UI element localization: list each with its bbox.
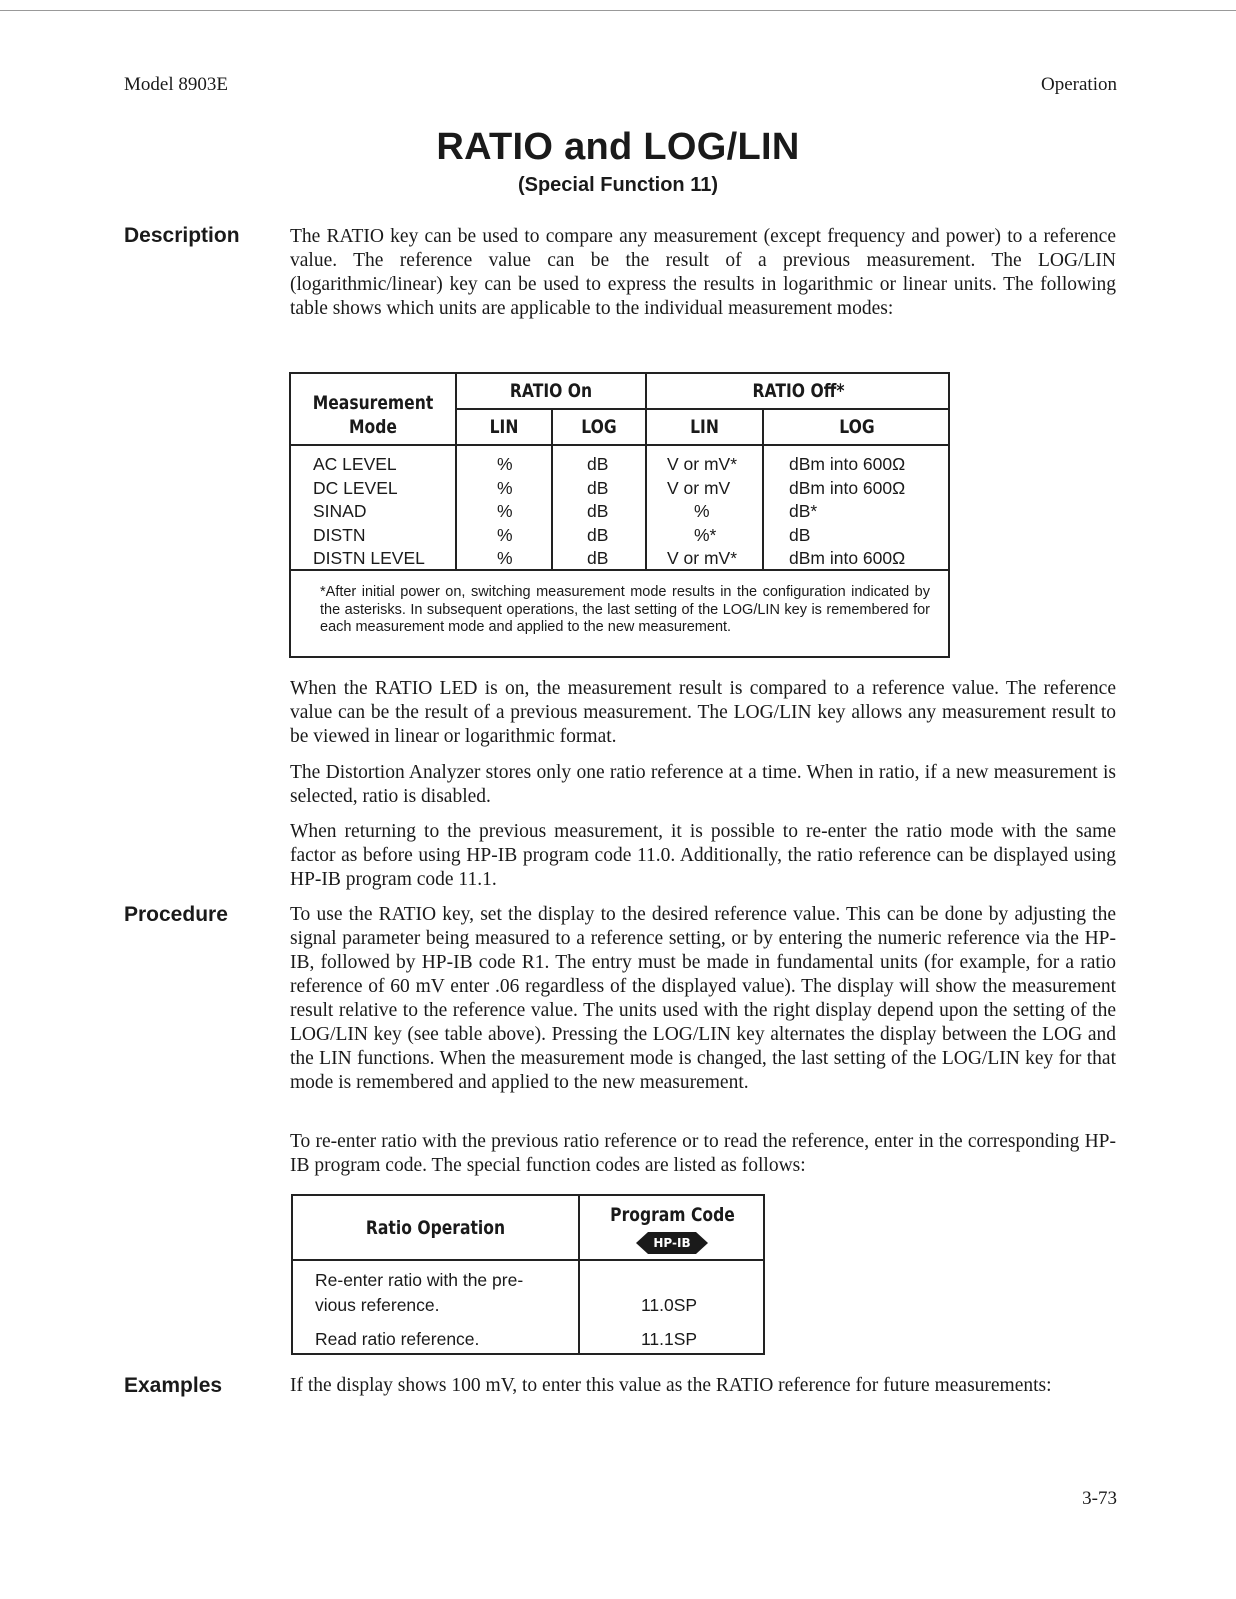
table-cell-off-lin: % xyxy=(694,501,710,521)
program-code-table xyxy=(291,1194,765,1355)
table-footnote: *After initial power on, switching measurement mode results in the configuration indicated by the asterisks. In subsequent operations, the last setting of the LOG/LIN key is remembered for each measurement mode and applied to the new measurement. xyxy=(320,584,930,635)
section-heading-examples: Examples xyxy=(124,1374,223,1397)
table-cell-on-log: dB xyxy=(587,525,609,545)
table-cell-on-lin: % xyxy=(497,501,513,521)
hpib-badge xyxy=(636,1232,708,1254)
table-rule xyxy=(762,408,764,569)
table-cell-on-log: dB xyxy=(587,548,609,568)
table-rule xyxy=(293,1259,765,1261)
table-rule xyxy=(645,374,647,569)
paragraph-examples: If the display shows 100 mV, to enter this value as the RATIO reference for future measurements: xyxy=(290,1375,1052,1396)
hpib-label: HP-IB xyxy=(653,1236,691,1250)
section-heading-description: Description xyxy=(124,224,240,247)
table-rule xyxy=(291,569,950,571)
table-cell-off-log: dBm into 600Ω xyxy=(789,478,906,498)
paragraph-ratio-reference: The Distortion Analyzer stores only one ratio reference at a time. When in ratio, if a new measurement is selected, ratio is disabled. xyxy=(290,762,1116,807)
table-cell-off-lin: %* xyxy=(694,525,717,545)
header-off-log: LOG xyxy=(839,416,875,438)
table-cell-mode: DC LEVEL xyxy=(313,478,398,498)
units-table xyxy=(289,372,950,658)
header-on-log: LOG xyxy=(581,416,617,438)
top-rule xyxy=(0,10,1236,11)
table-cell-mode: AC LEVEL xyxy=(313,454,397,474)
table-cell-off-log: dB* xyxy=(789,501,818,521)
header-off-lin: LIN xyxy=(690,416,719,438)
table-cell-mode: DISTN LEVEL xyxy=(313,548,425,568)
header-program-code: Program Code xyxy=(610,1204,735,1226)
header-ratio-off: RATIO Off* xyxy=(752,380,845,402)
table-cell-on-lin: % xyxy=(497,548,513,568)
paragraph-program-codes: To re-enter ratio with the previous ratio reference or to read the reference, enter in the corresponding HP-IB program code. The special function codes are listed as follows: xyxy=(290,1131,1116,1176)
table-cell-off-log: dBm into 600Ω xyxy=(789,454,906,474)
table-rule xyxy=(291,444,950,446)
page-title: RATIO and LOG/LIN xyxy=(436,126,800,168)
section-heading-procedure: Procedure xyxy=(124,903,228,926)
table-cell-mode: DISTN xyxy=(313,525,366,545)
paragraph-ratio-led: When the RATIO LED is on, the measurement result is compared to a reference value. The reference value can be the result of a previous measurement. The LOG/LIN key allows any measurement result to be viewed in linear or logarithmic format. xyxy=(290,678,1116,747)
table-rule xyxy=(455,408,950,410)
page-number: 3-73 xyxy=(1082,1488,1117,1509)
table-cell-operation: Read ratio reference. xyxy=(315,1329,480,1349)
header-section: Operation xyxy=(1041,74,1117,95)
table-cell-operation: vious reference. xyxy=(315,1295,440,1315)
table-cell-off-lin: V or mV* xyxy=(667,454,738,474)
paragraph-procedure: To use the RATIO key, set the display to the desired reference value. This can be done by adjusting the signal parameter being measured to a reference setting, or by entering the numeric reference via the HP-IB, followed by HP-IB code R1. The entry must be made in fundamental units (for example, for a ratio reference of 60 mV enter .06 regardless of the displayed value). The display will show the measurement result relative to the reference value. The units used with the right display depend upon the setting of the LOG/LIN key (see table above). Pressing the LOG/LIN key alternates the display between the LOG and the LIN functions. When the measurement mode is changed, the last setting of the LOG/LIN key for that mode is remembered and applied to the new measurement. xyxy=(290,904,1116,1093)
table-cell-on-lin: % xyxy=(497,454,513,474)
paragraph-description: The RATIO key can be used to compare any measurement (except frequency and power) to a reference value. The reference value can be the result of a previous measurement. The LOG/LIN (logarithmic/linear) key can be used to express the results in logarithmic or linear units. The following table shows which units are applicable to the individual measurement modes: xyxy=(290,226,1116,319)
table-cell-code: 11.1SP xyxy=(641,1329,698,1349)
table-cell-on-log: dB xyxy=(587,478,609,498)
header-ratio-operation: Ratio Operation xyxy=(365,1217,506,1239)
table-cell-on-log: dB xyxy=(587,501,609,521)
table-cell-off-lin: V or mV xyxy=(667,478,731,498)
table-cell-code: 11.0SP xyxy=(641,1295,698,1315)
table-cell-on-lin: % xyxy=(497,525,513,545)
header-measurement: Measurement xyxy=(312,392,434,414)
table-cell-operation: Re-enter ratio with the pre- xyxy=(315,1270,524,1290)
table-cell-mode: SINAD xyxy=(313,501,367,521)
header-model: Model 8903E xyxy=(124,74,228,95)
table-cell-off-lin: V or mV* xyxy=(667,548,738,568)
table-rule xyxy=(455,374,457,569)
table-rule xyxy=(551,408,553,569)
table-cell-off-log: dBm into 600Ω xyxy=(789,548,906,568)
table-cell-on-log: dB xyxy=(587,454,609,474)
page-subtitle: (Special Function 11) xyxy=(517,174,719,196)
header-on-lin: LIN xyxy=(489,416,519,438)
header-ratio-on: RATIO On xyxy=(509,380,593,402)
header-mode: Mode xyxy=(349,416,397,438)
table-cell-on-lin: % xyxy=(497,478,513,498)
paragraph-re-enter: When returning to the previous measurement, it is possible to re-enter the ratio mode with the same factor as before using HP-IB program code 11.0. Additionally, the ratio reference can be displayed using HP-IB program code 11.1. xyxy=(290,821,1116,890)
table-rule xyxy=(578,1196,580,1355)
table-cell-off-log: dB xyxy=(789,525,811,545)
